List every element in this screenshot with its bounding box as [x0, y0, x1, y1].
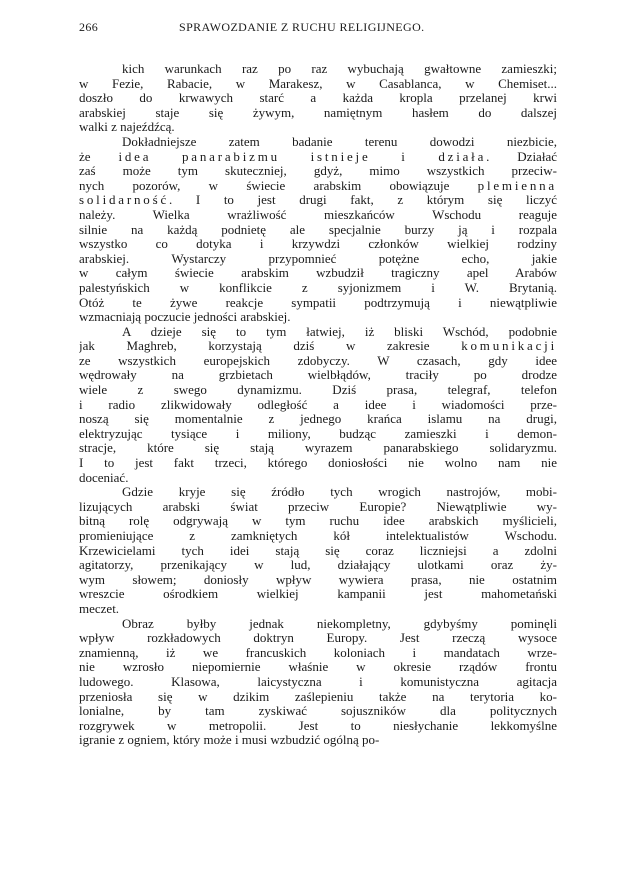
text-run: . Działać [486, 149, 557, 164]
text-line [79, 514, 557, 529]
spaced-emphasis: solidarność [79, 193, 170, 208]
text-line [79, 485, 557, 500]
text-line [79, 398, 557, 413]
text-line [79, 529, 557, 544]
text-run: wpływ rozkładowych doktryn Europy. Jest rzeczą wysoce [79, 631, 557, 646]
text-run: stracje, które się stają wyrazem panarabskiego solidaryzmu. [79, 441, 557, 456]
text-run: wędrowały na grzbietach wielbłądów, traciły po drodze [79, 368, 557, 383]
text-run: lizujących arabski świat przeciw Europie? Niewątpliwie wy- [79, 499, 557, 514]
text-run: A dzieje się to tym łatwiej, iż bliski Wschód, podobnie [122, 324, 557, 339]
text-line [79, 690, 557, 705]
text-run: doszło do krwawych starć a każda kropla przelanej krwi [79, 91, 557, 106]
text-line [79, 77, 557, 92]
text-line [79, 704, 557, 719]
text-run: elektryzując tysiące i miliony, budząc zamieszki i demon- [79, 426, 557, 441]
text-line [79, 252, 557, 267]
text-line [79, 296, 557, 311]
text-run: ze wszystkich europejskich zdobyczy. W czasach, gdy idee [79, 353, 557, 368]
text-line [79, 368, 557, 383]
text-run: I to jest fakt trzeci, którego doniosłości nie wolno nam nie [79, 456, 557, 471]
text-line [79, 558, 557, 573]
text-line [79, 120, 557, 135]
text-line [79, 660, 557, 675]
text-line [79, 456, 557, 471]
paragraph [79, 485, 557, 616]
text-run: i radio zlikwidowały odległość a idee i wiadomości prze- [79, 397, 557, 412]
text-run: noszą się momentalnie z jednego krańca islamu na drugi, [79, 412, 557, 427]
text-run: jak Maghreb, korzystają dziś w zakresie [79, 339, 462, 354]
text-run: doceniać. [79, 470, 129, 485]
text-line [79, 719, 557, 734]
text-line [79, 733, 557, 748]
text-line [79, 237, 557, 252]
text-line [79, 573, 557, 588]
text-run: Krzewicielami tych idei stają się coraz liczniejsi a zdolni [79, 543, 557, 558]
paragraph [79, 62, 557, 135]
spaced-emphasis: komunikacji [461, 339, 557, 354]
text-run: rozgrywek w metropolii. Jest to niesłychanie lekkomyślne [79, 718, 557, 733]
text-run: arabskiej. Wystarczy przypomnieć potężne echo, jakie [79, 251, 557, 266]
text-line [79, 544, 557, 559]
text-line [79, 91, 557, 106]
text-run: walki z najeźdźcą. [79, 120, 175, 135]
text-line [79, 617, 557, 632]
text-run: znamienną, iż we francuskich koloniach i mandatach wrze- [79, 645, 557, 660]
text-line [79, 223, 557, 238]
text-run: igranie z ogniem, który może i musi wzbudzić ogólną po- [79, 733, 380, 748]
text-run: ludowego. Klasowa, laicystyczna i komunistyczna agitacja [79, 674, 557, 689]
text-run: arabskiej staje się żywym, namiętnym hasłem do dalszej [79, 105, 557, 120]
spaced-emphasis: idea panarabizmu istnieje i działa [118, 149, 487, 164]
text-line [79, 383, 557, 398]
text-line [79, 179, 557, 194]
text-run: w całym świecie arabskim wzbudził tragiczny apel Arabów [79, 266, 557, 281]
body-text [79, 62, 557, 748]
text-run: bitną rolę odgrywają w tym ruchu idee arabskich myślicieli, [79, 514, 557, 529]
text-run: promieniujące z zamkniętych kół intelektualistów Wschodu. [79, 529, 557, 543]
text-line [79, 427, 557, 442]
text-line [79, 208, 557, 223]
text-run: lonialne, by tam zyskiwać sojuszników dla politycznych [79, 704, 557, 719]
text-run: silnie na każdą podnietę ale specjalnie burzy ją i rozpala [79, 222, 557, 237]
text-line [79, 164, 557, 179]
text-run: nie wzrosło niepomiernie właśnie w okresie rządów frontu [79, 660, 557, 675]
text-run: kich warunkach raz po raz wybuchają gwałtowne zamieszki; [122, 62, 557, 76]
text-run: Dokładniejsze zatem badanie terenu dowodzi niezbicie, [122, 134, 557, 149]
text-line [79, 675, 557, 690]
page-number: 266 [79, 20, 99, 34]
text-run: wiele z swego dynamizmu. Dziś prasa, telegraf, telefon [79, 383, 557, 398]
text-line [79, 310, 557, 325]
text-line [79, 500, 557, 515]
text-run: wzmacniają poczucie jedności arabskiej. [79, 310, 291, 325]
running-title: SPRAWOZDANIE Z RUCHU RELIGIJNEGO. [179, 20, 425, 34]
text-run: że [79, 149, 119, 164]
text-run: Otóż te żywe reakcje sympatii podtrzymują i niewątpliwie [79, 295, 557, 310]
text-run: nych pozorów, w świecie arabskim obowiązuje [79, 178, 478, 193]
text-line [79, 135, 557, 150]
text-run: w Fezie, Rabacie, w Marakesz, w Casablanca, w Chemiset... [79, 76, 557, 91]
text-line [79, 281, 557, 296]
text-run: wszystko co dotyka i krzywdzi członków wielkiej rodziny [79, 237, 557, 252]
paragraph [79, 617, 557, 748]
text-line [79, 339, 557, 354]
text-line [79, 106, 557, 121]
text-line [79, 354, 557, 369]
paragraph [79, 135, 557, 325]
spaced-emphasis: plemienna [477, 178, 557, 193]
text-run: wym słowem; doniosły wpływ wywiera prasa, nie ostatnim [79, 572, 557, 587]
text-run: należy. Wielka wrażliwość mieszkańców Wschodu reaguje [79, 207, 557, 222]
text-line [79, 602, 557, 617]
text-run: Gdzie kryje się źródło tych wrogich nastrojów, mobi- [122, 485, 557, 500]
text-line [79, 266, 557, 281]
text-line [79, 587, 557, 602]
text-run: palestyńskich w konflikcie z syjonizmem i W. Brytanią. [79, 280, 557, 295]
text-run: wreszcie ośrodkiem wielkiej kampanii jest mahometański [79, 587, 557, 602]
text-run: meczet. [79, 601, 120, 616]
text-line [79, 646, 557, 661]
text-line [79, 412, 557, 427]
paragraph [79, 325, 557, 486]
text-run: przeniosła się w dzikim zaślepieniu także na terytoria ko- [79, 689, 557, 704]
text-run: Obraz byłby jednak niekompletny, gdybyśmy pominęli [122, 616, 557, 631]
text-line [79, 325, 557, 340]
text-line [79, 62, 557, 77]
text-run: . I to jest drugi fakt, z którym się liczyć [169, 193, 557, 208]
text-line [79, 471, 557, 486]
text-line [79, 193, 557, 208]
text-line [79, 150, 557, 165]
text-run: agitatorzy, przenikający w lud, działający ulotkami oraz ży- [79, 558, 557, 573]
text-run: zaś może tym skuteczniej, gdyż, mimo wszystkich przeciw- [79, 164, 557, 179]
text-line [79, 441, 557, 456]
text-line [79, 631, 557, 646]
